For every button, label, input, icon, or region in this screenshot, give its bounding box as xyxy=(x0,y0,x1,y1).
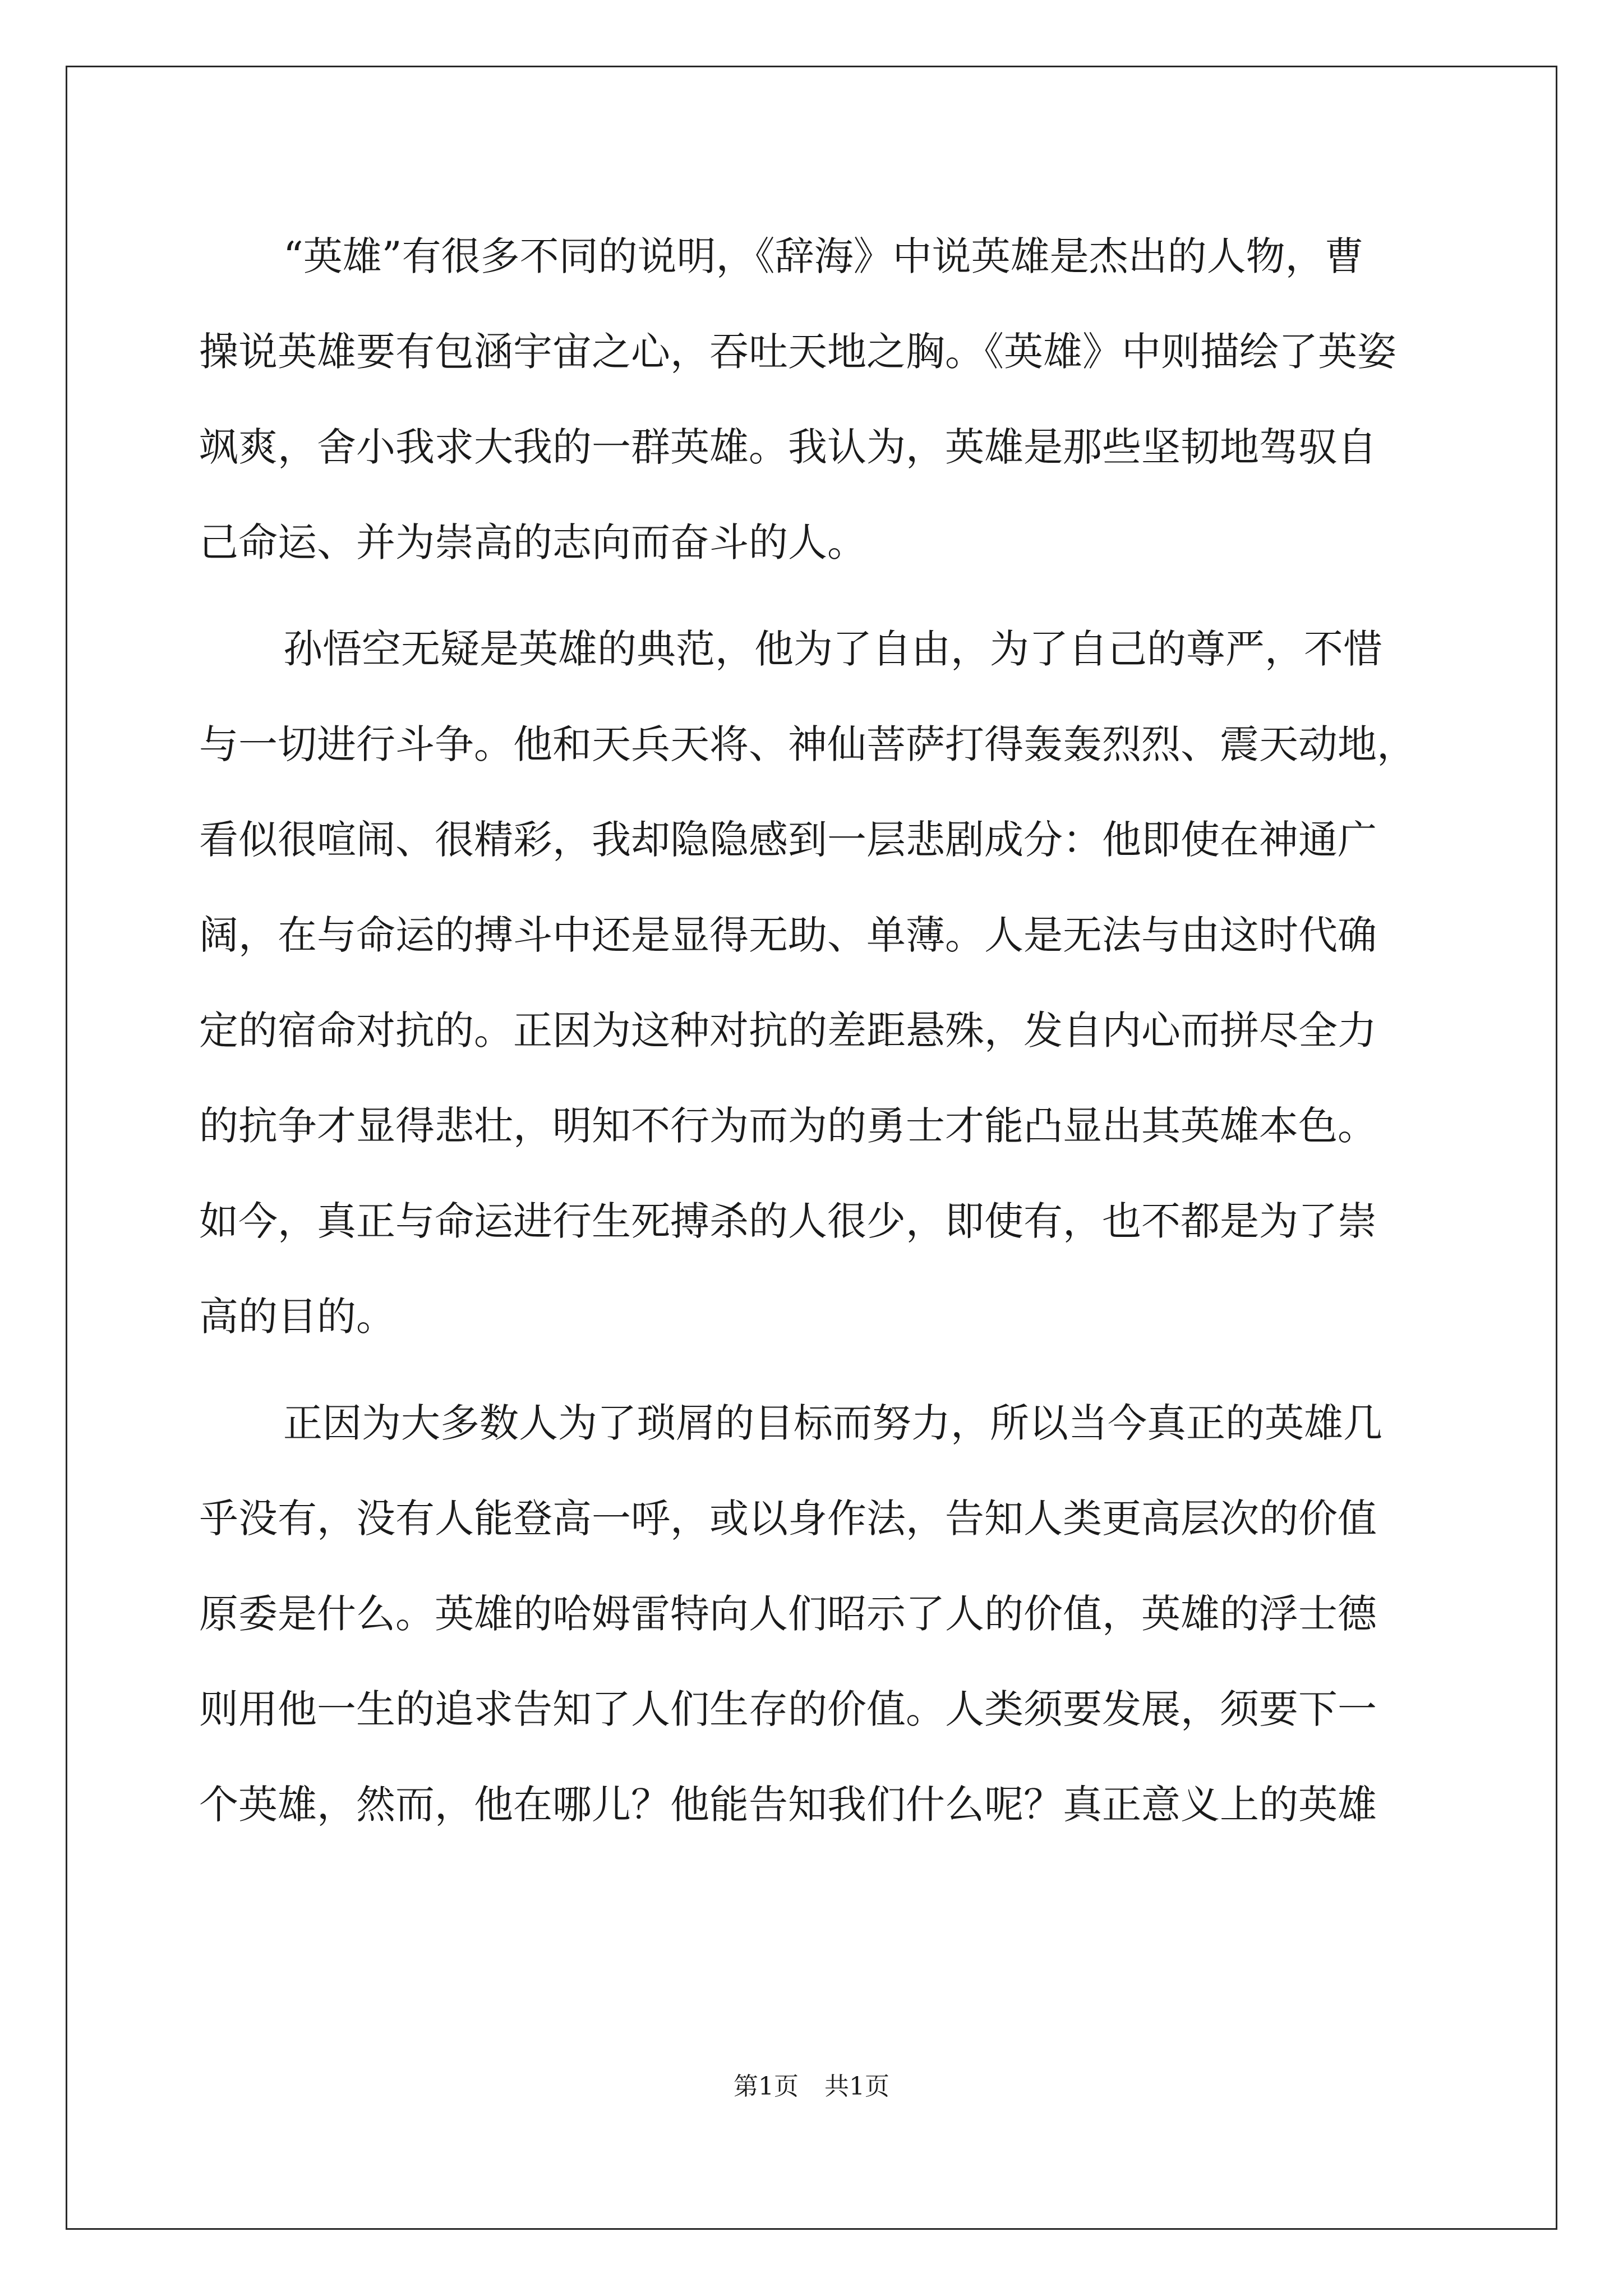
paragraph-2-line-6: 的抗争才显得悲壮，明知不行为而为的勇士才能凸显出其英雄本色。 xyxy=(199,1103,1377,1149)
paragraph-3-line-1: 正因为大多数人为了琐屑的目标而努力，所以当今真正的英雄几 xyxy=(283,1400,1382,1446)
paragraph-2-line-5: 定的宿命对抗的。正因为这种对抗的差距悬殊，发自内心而拼尽全力 xyxy=(199,1007,1377,1053)
paragraph-1-line-3: 飒爽，舍小我求大我的一群英雄。我认为，英雄是那些坚韧地驾驭自 xyxy=(199,424,1377,470)
document-body xyxy=(199,214,1461,1858)
page-total: 共1页 xyxy=(824,2072,889,2101)
paragraph-1-line-2: 操说英雄要有包涵宇宙之心，吞吐天地之胸。《英雄》中则描绘了英姿 xyxy=(199,329,1396,375)
paragraph-2-line-7: 如今，真正与命运进行生死搏杀的人很少，即使有，也不都是为了崇 xyxy=(199,1198,1377,1244)
paragraph-2-line-2: 与一切进行斗争。他和天兵天将、神仙菩萨打得轰轰烈烈、震天动地， xyxy=(199,721,1416,767)
paragraph-3-line-4: 则用他一生的追求告知了人们生存的价值。人类须要发展，须要下一 xyxy=(199,1686,1377,1732)
paragraph-3-line-2: 乎没有，没有人能登高一呼，或以身作法，告知人类更高层次的价值 xyxy=(199,1496,1377,1542)
paragraph-2-line-4: 阔，在与命运的搏斗中还是显得无助、单薄。人是无法与由这时代确 xyxy=(199,912,1377,958)
paragraph-3-line-5: 个英雄，然而，他在哪儿？他能告知我们什么呢？真正意义上的英雄 xyxy=(199,1782,1377,1828)
paragraph-3-line-3: 原委是什么。英雄的哈姆雷特向人们昭示了人的价值，英雄的浮士德 xyxy=(199,1591,1377,1637)
paragraph-2-line-8: 高的目的。 xyxy=(199,1294,395,1340)
paragraph-1-line-4: 己命运、并为崇高的志向而奋斗的人。 xyxy=(199,519,866,565)
paragraph-1-line-1: “英雄”有很多不同的说明，《辞海》中说英雄是杰出的人物，曹 xyxy=(283,233,1364,279)
paragraph-2-line-3: 看似很喧闹、很精彩，我却隐隐感到一层悲剧成分：他即使在神通广 xyxy=(199,817,1377,863)
page-number: 第1页 xyxy=(734,2072,799,2101)
page-footer xyxy=(0,2070,1623,2104)
paragraph-2-line-1: 孙悟空无疑是英雄的典范，他为了自由，为了自己的尊严，不惜 xyxy=(283,626,1382,672)
